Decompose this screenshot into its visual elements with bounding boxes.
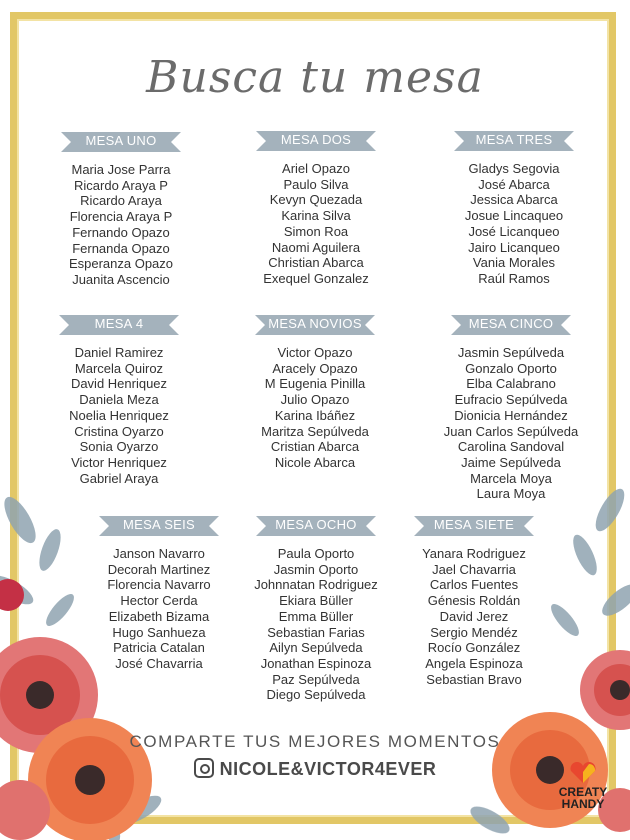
guest-name: Elba Calabrano bbox=[466, 376, 556, 392]
guest-name: Nicole Abarca bbox=[274, 454, 356, 470]
guest-name: Carolina Sandoval bbox=[457, 439, 565, 455]
guest-name: Janson Navarro bbox=[113, 546, 205, 561]
table-label: MESA TRES bbox=[475, 132, 553, 147]
guest-name: Carlos Fuentes bbox=[429, 577, 519, 593]
guest-name: Decorah Martinez bbox=[107, 561, 211, 577]
guest-name: Marcela Quiroz bbox=[74, 360, 164, 376]
guest-list bbox=[24, 345, 214, 486]
guest-name: Vania Morales bbox=[472, 255, 556, 271]
guest-name: Diego Sepúlveda bbox=[266, 687, 366, 703]
guest-name: Paulo Silva bbox=[283, 176, 349, 192]
guest-name: Jael Chavarria bbox=[432, 561, 516, 577]
guest-name: Gabriel Araya bbox=[79, 470, 159, 486]
table-label: MESA UNO bbox=[85, 133, 157, 148]
brand-logo bbox=[548, 762, 618, 810]
guest-name: Ailyn Sepúlveda bbox=[269, 640, 363, 656]
guest-name: Ariel Opazo bbox=[282, 161, 350, 176]
guest-name: Aracely Opazo bbox=[272, 360, 358, 376]
guest-name: Sebastian Farias bbox=[267, 624, 365, 640]
instagram-icon bbox=[194, 758, 214, 778]
guest-name: Karina Silva bbox=[281, 208, 351, 224]
guest-name: Exequel Gonzalez bbox=[263, 270, 369, 286]
table-label: MESA DOS bbox=[280, 132, 352, 147]
guest-name: Jaime Sepúlveda bbox=[461, 454, 561, 470]
guest-name: Jairo Licanqueo bbox=[468, 239, 560, 255]
guest-name: José Chavarria bbox=[115, 655, 203, 671]
guest-name: Victor Opazo bbox=[277, 345, 353, 360]
table-ribbon bbox=[256, 129, 376, 153]
guest-name: Hector Cerda bbox=[120, 593, 198, 609]
guest-name: Jonathan Espinoza bbox=[260, 655, 372, 671]
guest-name: Emma Büller bbox=[278, 608, 354, 624]
guest-name: Raúl Ramos bbox=[478, 270, 550, 286]
table-ribbon bbox=[256, 514, 376, 538]
guest-name: Victor Henriquez bbox=[71, 454, 167, 470]
guest-name: Fernando Opazo bbox=[72, 224, 170, 240]
heart-icon bbox=[569, 762, 597, 784]
guest-name: Ekiara Büller bbox=[279, 593, 353, 609]
guest-name: Cristian Abarca bbox=[270, 439, 360, 455]
guest-name: Daniela Meza bbox=[79, 392, 159, 408]
guest-name: Angela Espinoza bbox=[425, 655, 523, 671]
guest-name: Jasmin Sepúlveda bbox=[457, 345, 565, 360]
table-ribbon bbox=[99, 514, 219, 538]
table-card bbox=[419, 129, 609, 287]
guest-name: Johnnatan Rodriguez bbox=[254, 577, 378, 593]
table-card bbox=[416, 313, 606, 502]
table-label: MESA NOVIOS bbox=[268, 316, 362, 331]
guest-name: Marcela Moya bbox=[470, 470, 552, 486]
guest-name: Florencia Araya P bbox=[69, 209, 173, 225]
guest-name: Hugo Sanhueza bbox=[112, 624, 206, 640]
logo-line-2: HANDY bbox=[561, 797, 605, 811]
guest-list bbox=[26, 162, 216, 288]
table-label: MESA OCHO bbox=[275, 517, 357, 532]
guest-name: Dionicia Hernández bbox=[454, 407, 568, 423]
instagram-handle: NICOLE&VICTOR4EVER bbox=[219, 759, 437, 779]
guest-name: Christian Abarca bbox=[268, 255, 364, 271]
guest-name: José Abarca bbox=[478, 176, 550, 192]
guest-name: Gonzalo Oporto bbox=[465, 360, 557, 376]
table-ribbon bbox=[255, 313, 375, 337]
guest-name: Kevyn Quezada bbox=[269, 192, 363, 208]
guest-name: José Licanqueo bbox=[468, 223, 560, 239]
guest-list bbox=[416, 345, 606, 502]
guest-name: Maritza Sepúlveda bbox=[261, 423, 369, 439]
guest-list bbox=[419, 161, 609, 287]
guest-name: Sergio Mendéz bbox=[430, 624, 518, 640]
guest-name: Yanara Rodriguez bbox=[422, 546, 526, 561]
logo-line-1: CREATY bbox=[558, 785, 608, 799]
table-card bbox=[220, 313, 410, 471]
table-label: MESA CINCO bbox=[468, 316, 554, 331]
guest-name: Patricia Catalan bbox=[113, 640, 205, 656]
instagram-handle-row bbox=[0, 758, 630, 780]
table-ribbon bbox=[61, 130, 181, 154]
guest-name: Cristina Oyarzo bbox=[74, 423, 164, 439]
guest-name: Josue Lincaqueo bbox=[464, 208, 564, 224]
guest-name: Eufracio Sepúlveda bbox=[454, 392, 568, 408]
guest-name: Paula Oporto bbox=[277, 546, 355, 561]
table-ribbon bbox=[454, 129, 574, 153]
table-label: MESA 4 bbox=[94, 316, 144, 331]
guest-name: Simon Roa bbox=[283, 223, 349, 239]
guest-list bbox=[379, 546, 569, 687]
guest-name: Florencia Navarro bbox=[107, 577, 211, 593]
guest-name: Naomi Aguilera bbox=[271, 239, 361, 255]
table-card bbox=[26, 130, 216, 288]
guest-name: Paz Sepúlveda bbox=[272, 671, 360, 687]
table-label: MESA SIETE bbox=[433, 517, 515, 532]
guest-name: Juanita Ascencio bbox=[72, 271, 170, 287]
guest-name: Julio Opazo bbox=[280, 392, 350, 408]
guest-name: Sebastian Bravo bbox=[426, 671, 522, 687]
page-title: Busca tu mesa bbox=[146, 52, 484, 103]
guest-name: M Eugenia Pinilla bbox=[264, 376, 366, 392]
table-ribbon bbox=[414, 514, 534, 538]
guest-name: Génesis Roldán bbox=[427, 593, 521, 609]
guest-name: Noelia Henriquez bbox=[69, 407, 169, 423]
guest-name: David Jerez bbox=[439, 608, 509, 624]
table-label: MESA SEIS bbox=[122, 517, 196, 532]
guest-list bbox=[220, 345, 410, 471]
table-ribbon bbox=[451, 313, 571, 337]
guest-name: Ricardo Araya P bbox=[74, 177, 168, 193]
guest-name: Rocío González bbox=[427, 640, 521, 656]
table-card bbox=[379, 514, 569, 687]
guest-name: Elizabeth Bizama bbox=[108, 608, 210, 624]
guest-name: Sonia Oyarzo bbox=[79, 439, 159, 455]
guest-name: Laura Moya bbox=[476, 486, 546, 502]
guest-name: Jasmin Oporto bbox=[273, 561, 359, 577]
guest-name: Jessica Abarca bbox=[470, 192, 558, 208]
table-card bbox=[221, 129, 411, 287]
table-ribbon bbox=[59, 313, 179, 337]
guest-name: Esperanza Opazo bbox=[68, 256, 174, 272]
guest-list bbox=[221, 161, 411, 287]
guest-name: Daniel Ramirez bbox=[74, 345, 164, 360]
table-card bbox=[24, 313, 214, 486]
guest-name: Karina Ibáñez bbox=[274, 407, 356, 423]
guest-name: Gladys Segovia bbox=[468, 161, 560, 176]
guest-name: Ricardo Araya bbox=[80, 193, 162, 209]
guest-name: Fernanda Opazo bbox=[72, 240, 170, 256]
footer-tagline: COMPARTE TUS MEJORES MOMENTOS bbox=[129, 732, 501, 751]
guest-name: Maria Jose Parra bbox=[71, 162, 171, 177]
guest-name: David Henriquez bbox=[70, 376, 168, 392]
guest-name: Juan Carlos Sepúlveda bbox=[443, 423, 579, 439]
